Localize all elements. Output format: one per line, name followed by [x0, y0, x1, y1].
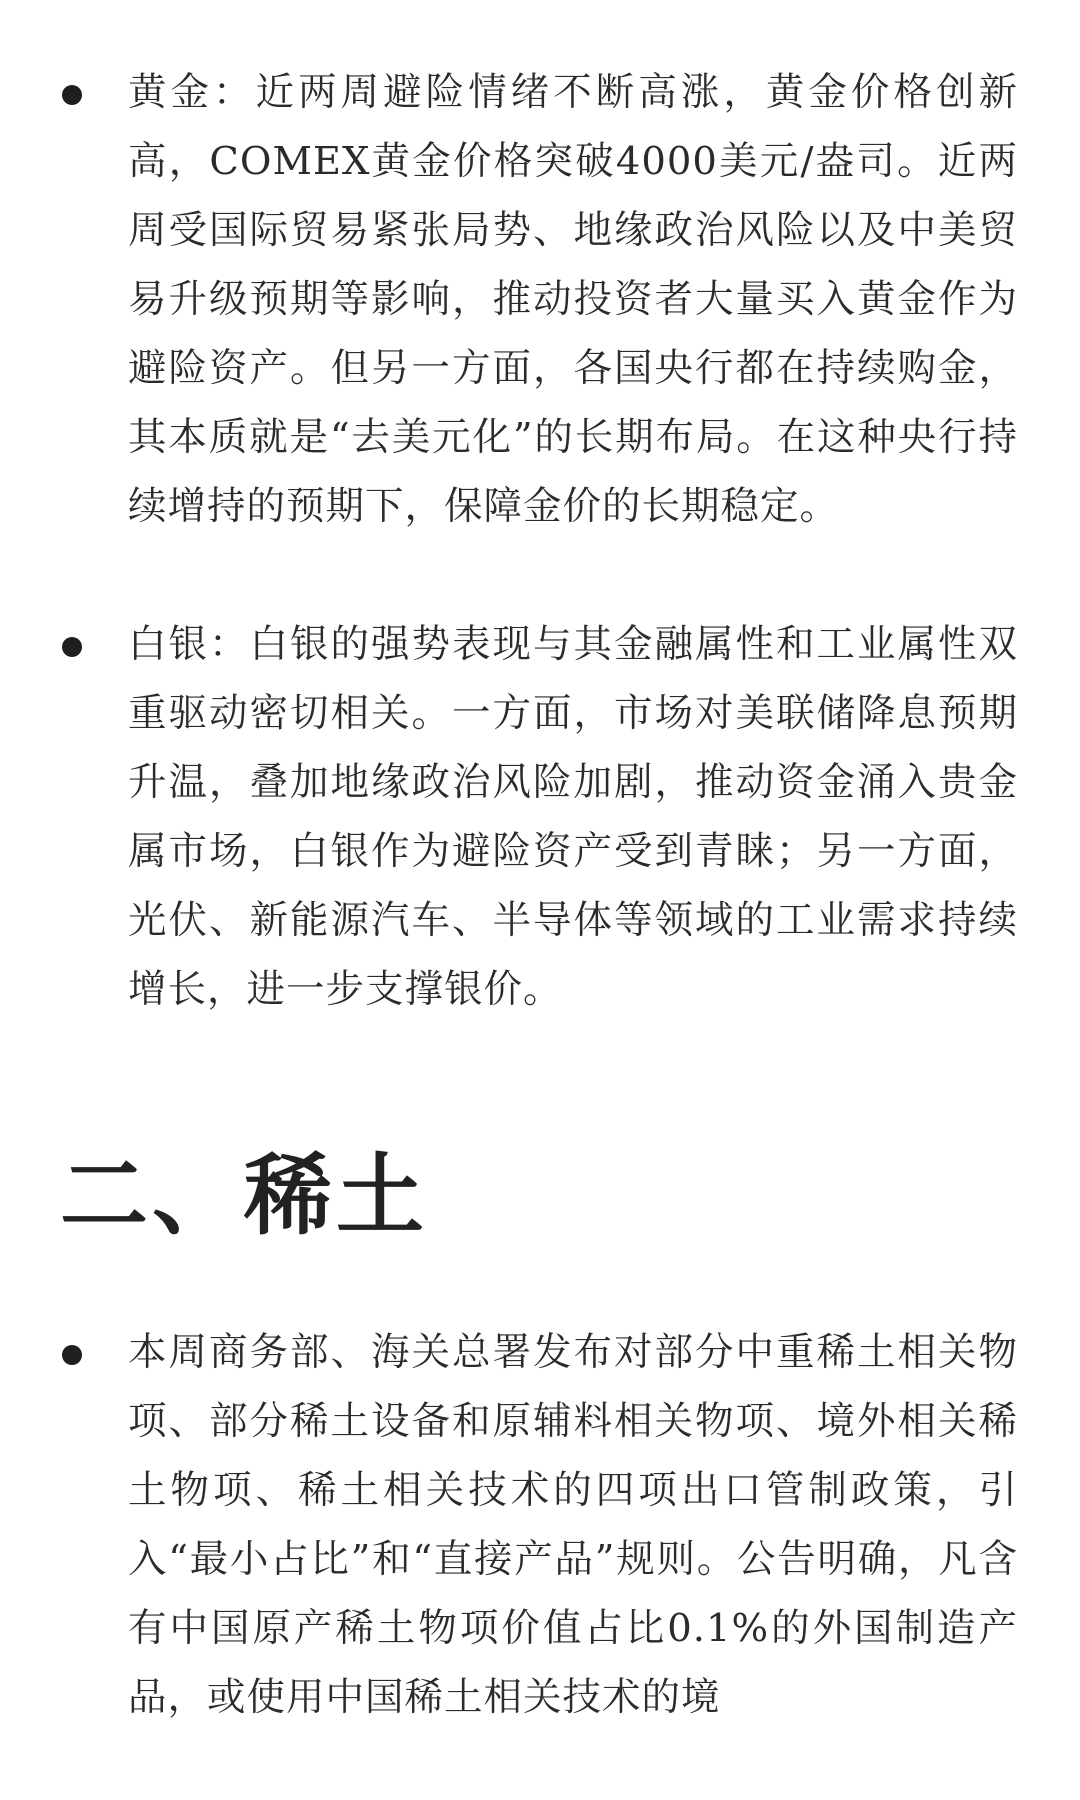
bullet-dot-icon: [62, 85, 82, 105]
bullet-dot-icon: [62, 637, 82, 657]
section-heading-rare-earth: 二、稀土: [60, 1143, 429, 1247]
bullet-dot-icon: [62, 1345, 82, 1365]
bullet-text-silver: 白银：白银的强势表现与其金融属性和工业属性双重驱动密切相关。一方面，市场对美联储降息预期升温，叠加地缘政治风险加剧，推动资金涌入贵金属市场，白银作为避险资产受到青睐；另一方面，光伏、新能源汽车、半导体等领域的工业需求持续增长，进一步支撑银价。: [128, 622, 1018, 1012]
bullet-text-gold: 黄金：近两周避险情绪不断高涨，黄金价格创新高，COMEX黄金价格突破4000美元/盎司。近两周受国际贸易紧张局势、地缘政治风险以及中美贸易升级预期等影响，推动投资者大量买入黄金作为避险资产。但另一方面，各国央行都在持续购金，其本质就是“去美元化”的长期布局。在这种央行持续增持的预期下，保障金价的长期稳定。: [128, 70, 1018, 529]
bullet-text-rare-earth: 本周商务部、海关总署发布对部分中重稀土相关物项、部分稀土设备和原辅料相关物项、境外相关稀土物项、稀土相关技术的四项出口管制政策，引入“最小占比”和“直接产品”规则。公告明确，凡含有中国原产稀土物项价值占比0.1%的外国制造产品，或使用中国稀土相关技术的境: [128, 1330, 1018, 1720]
